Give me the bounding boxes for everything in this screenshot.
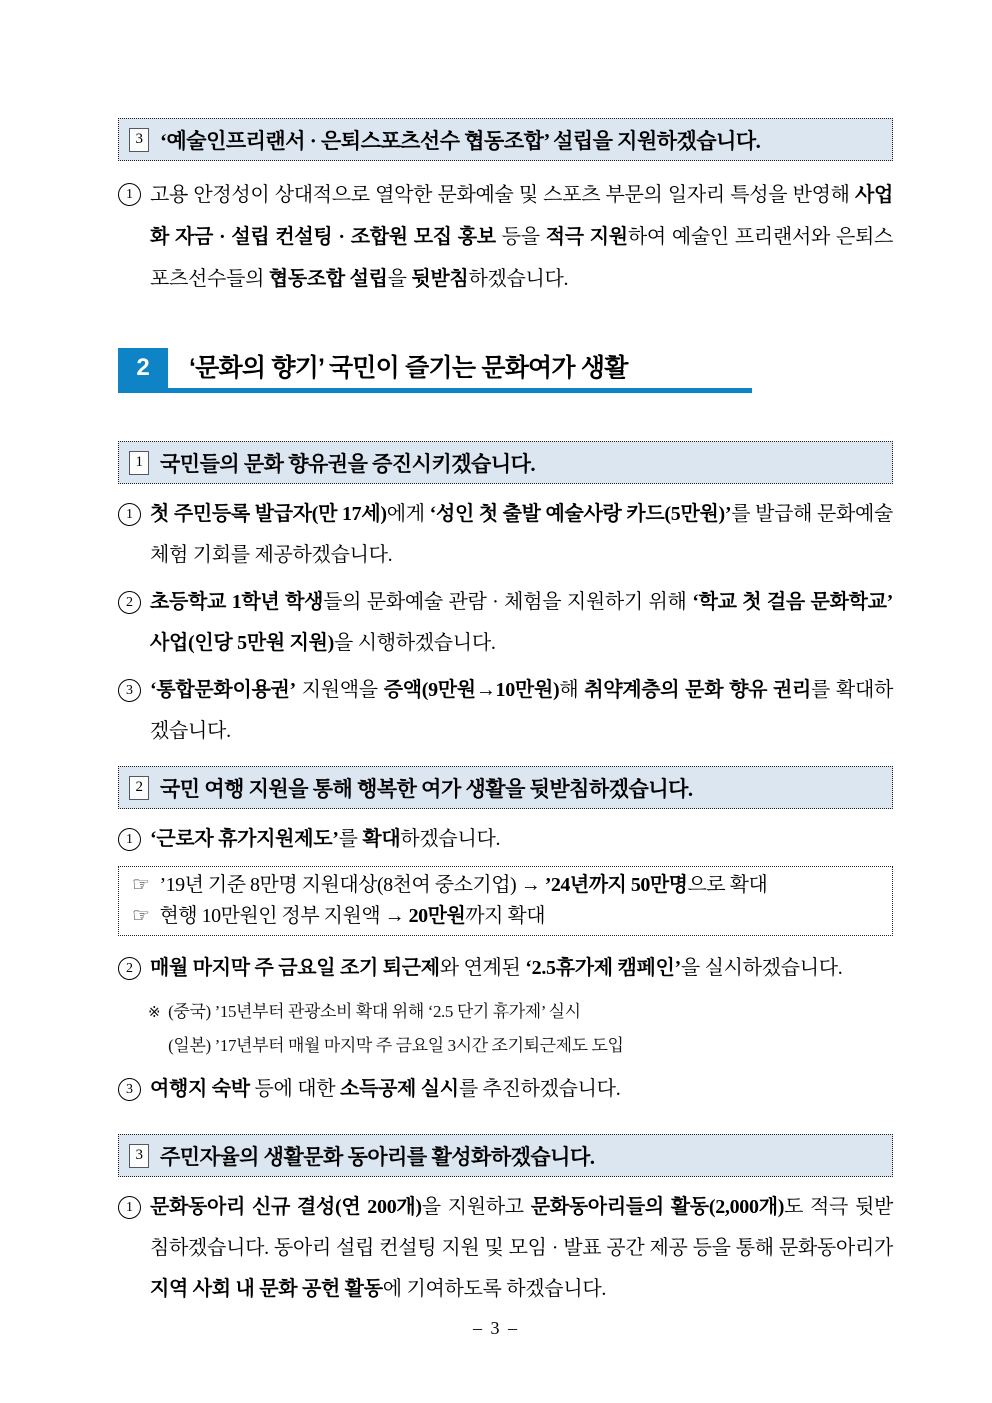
boxed-heading-text: 주민자율의 생활문화 동아리를 활성화하겠습니다. bbox=[160, 1144, 595, 1169]
circled-number-marker: 2 bbox=[118, 957, 141, 980]
paragraph-text: 고용 안정성이 상대적으로 열악한 문화예술 및 스포츠 부문의 일자리 특성을 반영해 사업화 자금 · 설립 컨설팅 · 조합원 모집 홍보 등을 적극 지원하여 예술인 프리랜서와 은퇴스포츠선수들의 협동조합 설립을 뒷받침하겠습니다. bbox=[150, 184, 894, 290]
paragraph-text: 문화동아리 신규 결성(연 200개)을 지원하고 문화동아리들의 활동(2,000개)도 적극 뒷받침하겠습니다. 동아리 설립 컨설팅 지원 및 모임 · 발표 공간 제공 등을 통해 문화동아리가 지역 사회 내 문화 공헌 활동에 기여하도록 하겠습니다. bbox=[150, 1196, 894, 1300]
callout-line-target bbox=[132, 870, 879, 901]
circled-number-marker: 3 bbox=[118, 1078, 141, 1101]
boxed-heading-text: 국민 여행 지원을 통해 행복한 여가 생활을 뒷받침하겠습니다. bbox=[160, 776, 693, 801]
circled-number-marker: 3 bbox=[118, 679, 141, 702]
boxed-heading-enjoyment-right bbox=[118, 441, 893, 484]
paragraph-worker-vacation-support bbox=[118, 819, 893, 860]
circled-number-marker: 1 bbox=[118, 1196, 141, 1219]
boxed-number-marker: 3 bbox=[129, 128, 149, 152]
circled-number-marker: 2 bbox=[118, 591, 141, 614]
circled-number-marker: 1 bbox=[118, 828, 141, 851]
paragraph-income-deduction bbox=[118, 1069, 893, 1110]
section-title-text: ‘문화의 향기’ 국민이 즐기는 문화여가 생활 bbox=[189, 354, 628, 382]
callout-line-amount bbox=[132, 901, 879, 932]
boxed-heading-coop bbox=[118, 118, 893, 161]
paragraph-early-leave-campaign bbox=[118, 948, 893, 989]
circled-number-marker: 1 bbox=[118, 503, 141, 526]
callout-box-vacation-stats bbox=[118, 866, 893, 936]
paragraph-school-first-step bbox=[118, 582, 893, 664]
paragraph-coop-support bbox=[118, 174, 893, 300]
paragraph-art-love-card bbox=[118, 494, 893, 576]
paragraph-culture-voucher bbox=[118, 670, 893, 752]
boxed-number-marker: 2 bbox=[129, 776, 149, 800]
reference-note-lines bbox=[168, 995, 623, 1063]
reference-mark-icon: ※ bbox=[148, 1005, 161, 1021]
pointing-hand-icon: ☞ bbox=[132, 874, 150, 896]
boxed-heading-text: 국민들의 문화 향유권을 증진시키겠습니다. bbox=[160, 451, 536, 476]
paragraph-text: ‘근로자 휴가지원제도’를 확대하겠습니다. bbox=[150, 828, 501, 850]
reference-note-line-china: (중국) ’15년부터 관광소비 확대 위해 ‘2.5 단기 휴가제’ 실시 bbox=[168, 1002, 581, 1021]
boxed-number-marker: 3 bbox=[129, 1144, 149, 1168]
boxed-number-marker: 1 bbox=[129, 451, 149, 475]
boxed-heading-text: ‘예술인프리랜서 · 은퇴스포츠선수 협동조합’ 설립을 지원하겠습니다. bbox=[160, 128, 761, 153]
section-title-bar bbox=[118, 348, 752, 393]
boxed-heading-travel-support bbox=[118, 766, 893, 809]
section-number-box: 2 bbox=[118, 348, 168, 388]
reference-note bbox=[118, 995, 893, 1063]
boxed-heading-culture-clubs bbox=[118, 1134, 893, 1177]
callout-line-text: ’19년 기준 8만명 지원대상(8천여 중소기업) → ’24년까지 50만명으로 확대 bbox=[159, 874, 768, 896]
paragraph-text: 초등학교 1학년 학생들의 문화예술 관람 · 체험을 지원하기 위해 ‘학교 첫 걸음 문화학교’ 사업(인당 5만원 지원)을 시행하겠습니다. bbox=[150, 591, 893, 654]
paragraph-text: 여행지 숙박 등에 대한 소득공제 실시를 추진하겠습니다. bbox=[150, 1078, 621, 1100]
callout-line-text: 현행 10만원인 정부 지원액 → 20만원까지 확대 bbox=[159, 905, 546, 927]
paragraph-text: 매월 마지막 주 금요일 조기 퇴근제와 연계된 ‘2.5휴가제 캠페인’을 실시하겠습니다. bbox=[150, 957, 843, 979]
paragraph-text: ‘통합문화이용권’ 지원액을 증액(9만원→10만원)해 취약계층의 문화 향유 권리를 확대하겠습니다. bbox=[150, 679, 893, 742]
paragraph-text: 첫 주민등록 발급자(만 17세)에게 ‘성인 첫 출발 예술사랑 카드(5만원)’를 발급해 문화예술 체험 기회를 제공하겠습니다. bbox=[150, 503, 894, 566]
reference-note-line-japan: (일본) ’17년부터 매월 마지막 주 금요일 3시간 조기퇴근제도 도입 bbox=[168, 1036, 624, 1055]
page-number: – 3 – bbox=[473, 1318, 519, 1338]
paragraph-culture-club-support bbox=[118, 1187, 893, 1310]
pointing-hand-icon: ☞ bbox=[132, 905, 150, 927]
circled-number-marker: 1 bbox=[118, 183, 141, 206]
